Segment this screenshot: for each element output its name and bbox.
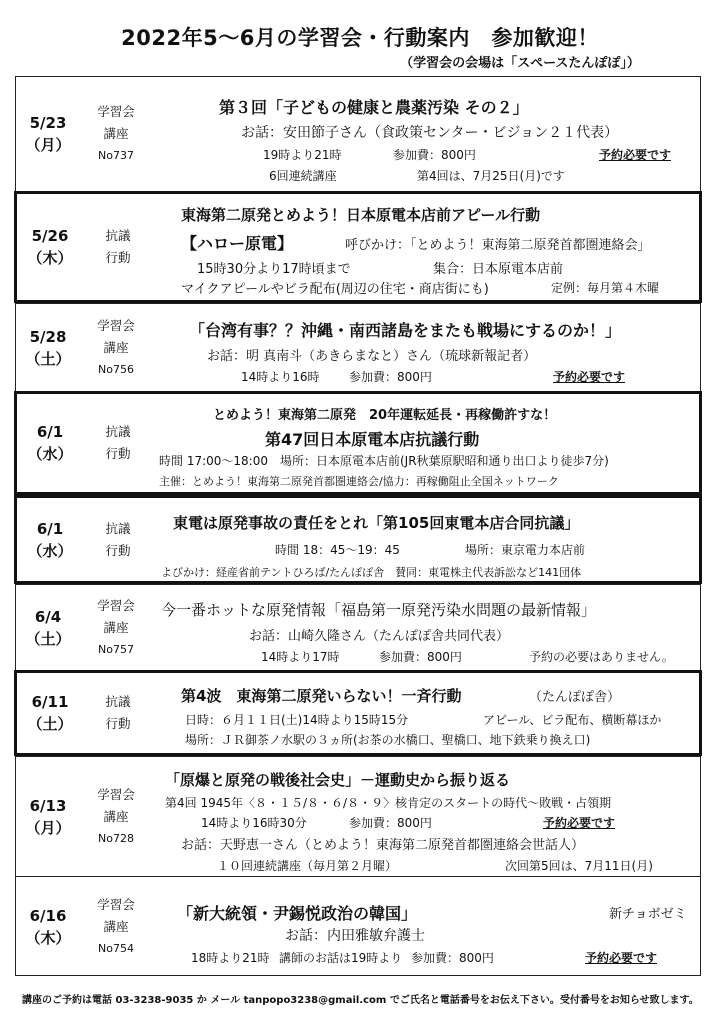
caller: よびかけ：経産省前テントひろば/たんぽぽ舎 賛同：東電株主代表訴訟など141団体 bbox=[161, 566, 582, 579]
date: 6/11 bbox=[31, 693, 69, 711]
type-cell bbox=[87, 194, 149, 300]
meeting-place: 集合：日本原電本店前 bbox=[433, 262, 564, 277]
fee: 参加費：800円 bbox=[411, 951, 494, 965]
weekday: （水） bbox=[27, 541, 73, 560]
date: 5/26 bbox=[31, 227, 69, 245]
schedule-row-0526 bbox=[14, 191, 702, 303]
time-place: 時間 17:00～18:00 場所：日本原電本店前(JR秋葉原駅昭和通り出口より徒歩7分) bbox=[159, 454, 609, 468]
date: 6/1 bbox=[36, 519, 64, 538]
event-title: 第4波 東海第二原発いらない！一斉行動 bbox=[181, 687, 462, 705]
date-cell bbox=[15, 877, 81, 976]
lecture-number: No728 bbox=[98, 831, 134, 845]
date-cell bbox=[17, 194, 83, 300]
event-title: 東電は原発事故の責任をとれ「第105回東電本店合同抗議」 bbox=[173, 514, 580, 532]
time: 15時30分より17時頃まで bbox=[197, 262, 351, 277]
venue-note: （学習会の会場は「スペースたんぽぽ」） bbox=[400, 56, 640, 71]
schedule-row-0601-b bbox=[14, 495, 702, 584]
type-label: 行動 bbox=[105, 716, 131, 731]
schedule-row-0616 bbox=[15, 876, 701, 976]
weekday: （木） bbox=[25, 928, 71, 947]
next-session: 第4回は、7月25日(月)です bbox=[417, 169, 565, 183]
reservation-note: 予約必要です bbox=[543, 816, 616, 830]
date: 6/1 bbox=[36, 423, 64, 441]
type-cell bbox=[85, 585, 147, 670]
time: 18時より21時 bbox=[191, 951, 270, 965]
date: 6/4 bbox=[34, 607, 62, 626]
sponsor: 主催：とめよう！東海第二原発首都圏連絡会/協力：再稼働阻止全国ネットワーク bbox=[159, 475, 559, 488]
event-title: 今一番ホットな原発情報「福島第一原発汚染水問題の最新情報」 bbox=[161, 601, 597, 619]
lecture-number: No756 bbox=[98, 362, 134, 376]
date-cell bbox=[15, 585, 81, 670]
date-cell bbox=[17, 394, 83, 492]
speaker: お話：明 真南斗（あきらまなと）さん（琉球新報記者） bbox=[207, 349, 537, 364]
fee: 参加費：800円 bbox=[349, 370, 432, 384]
time: 時間 18：45～19：45 bbox=[275, 543, 400, 557]
type-label: 講座 bbox=[103, 126, 129, 141]
place: 場所：東京電力本店前 bbox=[465, 543, 586, 557]
time: 19時より21時 bbox=[263, 148, 342, 162]
lecture-number: No754 bbox=[98, 941, 134, 955]
speaker: お話：安田節子さん（食政策センター・ビジョン２１代表） bbox=[241, 125, 619, 141]
speaker: お話：山崎久隆さん（たんぽぽ舎共同代表） bbox=[249, 629, 510, 644]
speaker: お話：内田雅敏弁護士 bbox=[285, 928, 425, 944]
event-content bbox=[155, 673, 693, 753]
event-content bbox=[155, 498, 693, 581]
type-cell bbox=[87, 673, 149, 753]
event-subtitle: 【ハロー原電】 bbox=[181, 234, 294, 253]
date: 5/28 bbox=[29, 327, 67, 346]
type-label: 講座 bbox=[103, 339, 129, 355]
type-cell bbox=[85, 757, 147, 876]
time: 14時より16時 bbox=[241, 370, 320, 384]
weekday: （木） bbox=[27, 249, 73, 267]
date: 6/13 bbox=[29, 796, 67, 815]
date-cell bbox=[15, 757, 81, 876]
type-label: 抗議 bbox=[105, 520, 131, 536]
weekday: （土） bbox=[25, 349, 71, 368]
type-label: 学習会 bbox=[97, 104, 135, 119]
series-note: １０回連続講座（毎月第２月曜） bbox=[217, 859, 398, 873]
fee: 参加費：800円 bbox=[379, 650, 462, 664]
schedule-row-0604 bbox=[15, 584, 701, 670]
activity: マイクアピールやビラ配布(周辺の住宅・商店街にも) bbox=[181, 282, 489, 297]
schedule-row-0528 bbox=[15, 303, 701, 391]
reservation-note: 予約の必要はありません。 bbox=[529, 650, 674, 664]
type-label: 学習会 bbox=[97, 786, 135, 802]
type-label: 学習会 bbox=[97, 896, 135, 912]
reservation-note: 予約必要です bbox=[553, 370, 626, 384]
page-title: 2022年5～6月の学習会・行動案内 参加歓迎！ bbox=[121, 26, 599, 50]
type-label: 講座 bbox=[103, 918, 129, 934]
next-session: 次回第5回は、7月11日(月) bbox=[505, 859, 653, 873]
date-cell bbox=[15, 77, 81, 191]
seminar-name: 新チョボゼミ bbox=[609, 907, 687, 922]
fee: 参加費：800円 bbox=[349, 816, 432, 830]
reservation-note: 予約必要です bbox=[585, 951, 658, 965]
event-title: 東海第二原発とめよう！日本原電本店前アピール行動 bbox=[181, 206, 541, 224]
time: 日時：６月１１日(土)14時より15時15分 bbox=[185, 713, 409, 727]
place: 場所：ＪＲ御茶ノ水駅の３ヵ所(お茶の水橋口、聖橋口、地下鉄乗り換え口) bbox=[185, 733, 591, 747]
event-content bbox=[155, 194, 693, 300]
weekday: （土） bbox=[27, 715, 73, 733]
type-label: 講座 bbox=[103, 619, 129, 635]
schedule-row-0611 bbox=[14, 670, 702, 756]
lecture-number: No737 bbox=[98, 149, 134, 162]
type-label: 行動 bbox=[105, 542, 131, 558]
event-title: 第３回「子どもの健康と農薬汚染 その２」 bbox=[219, 98, 529, 117]
date-cell bbox=[17, 673, 83, 753]
event-content bbox=[153, 304, 695, 391]
reservation-note: 予約必要です bbox=[599, 148, 672, 162]
series-note: 6回連続講座 bbox=[269, 169, 337, 183]
type-label: 学習会 bbox=[97, 597, 135, 613]
event-content bbox=[153, 877, 695, 976]
event-content bbox=[155, 394, 693, 492]
date: 6/16 bbox=[29, 906, 67, 925]
speaker: お話：天野恵一さん（とめよう！東海第二原発首都圏連絡会世話人） bbox=[181, 838, 585, 853]
weekday: （土） bbox=[25, 629, 71, 648]
session-topic: 第4回 1945年〈８・１５/８・６/８・９〉核肯定のスタートの時代～敗戦・占領期 bbox=[165, 796, 612, 810]
type-label: 学習会 bbox=[97, 317, 135, 333]
lecture-start-note: 講師のお話は19時より bbox=[279, 951, 403, 965]
type-cell bbox=[87, 394, 149, 492]
regular-note: 定例：毎月第４木曜 bbox=[551, 281, 660, 295]
fee: 参加費：800円 bbox=[393, 148, 476, 162]
type-label: 講座 bbox=[103, 808, 129, 824]
type-label: 行動 bbox=[105, 446, 131, 461]
type-label: 抗議 bbox=[105, 694, 131, 709]
event-content bbox=[153, 757, 695, 876]
type-cell bbox=[85, 304, 147, 391]
organizer: （たんぽぽ舎） bbox=[529, 690, 621, 705]
type-cell bbox=[85, 877, 147, 976]
footer-contact: 講座のご予約は電話 03-3238-9035 か メール tanpopo3238@gmail.com でご氏名と電話番号をお伝え下さい。受付番号をお知らせ致します。 bbox=[22, 995, 699, 1006]
schedule-row-0613 bbox=[15, 756, 701, 876]
event-title: 「原爆と原発の戦後社会史」－運動史から振り返る bbox=[165, 771, 511, 789]
type-label: 抗議 bbox=[105, 424, 131, 439]
schedule-row-0601-a bbox=[14, 391, 702, 495]
event-content bbox=[153, 585, 695, 670]
time: 14時より17時 bbox=[261, 650, 340, 664]
time: 14時より16時30分 bbox=[201, 816, 307, 830]
type-label: 抗議 bbox=[105, 228, 131, 243]
activity: アピール、ビラ配布、横断幕ほか bbox=[483, 713, 662, 727]
date-cell bbox=[15, 304, 81, 391]
event-headline: とめよう！東海第二原発 20年運転延長・再稼働許すな！ bbox=[213, 408, 557, 423]
event-title: 「新大統領・尹錫悦政治の韓国」 bbox=[177, 904, 418, 923]
type-label: 行動 bbox=[105, 250, 131, 265]
weekday: （月） bbox=[25, 818, 71, 837]
date-cell bbox=[17, 498, 83, 581]
event-content bbox=[153, 77, 695, 191]
weekday: （月） bbox=[25, 136, 71, 154]
schedule-row-0523 bbox=[15, 76, 701, 191]
date: 5/23 bbox=[29, 114, 67, 132]
type-cell bbox=[85, 77, 147, 191]
weekday: （水） bbox=[27, 445, 73, 463]
lecture-number: No757 bbox=[98, 642, 134, 656]
event-title: 「台湾有事？？沖縄・南西諸島をまたも戦場にするのか！」 bbox=[189, 321, 622, 340]
type-cell bbox=[87, 498, 149, 581]
caller: 呼びかけ：「とめよう！東海第二原発首都圏連絡会」 bbox=[345, 238, 651, 253]
event-title: 第47回日本原電本店抗議行動 bbox=[265, 430, 480, 449]
